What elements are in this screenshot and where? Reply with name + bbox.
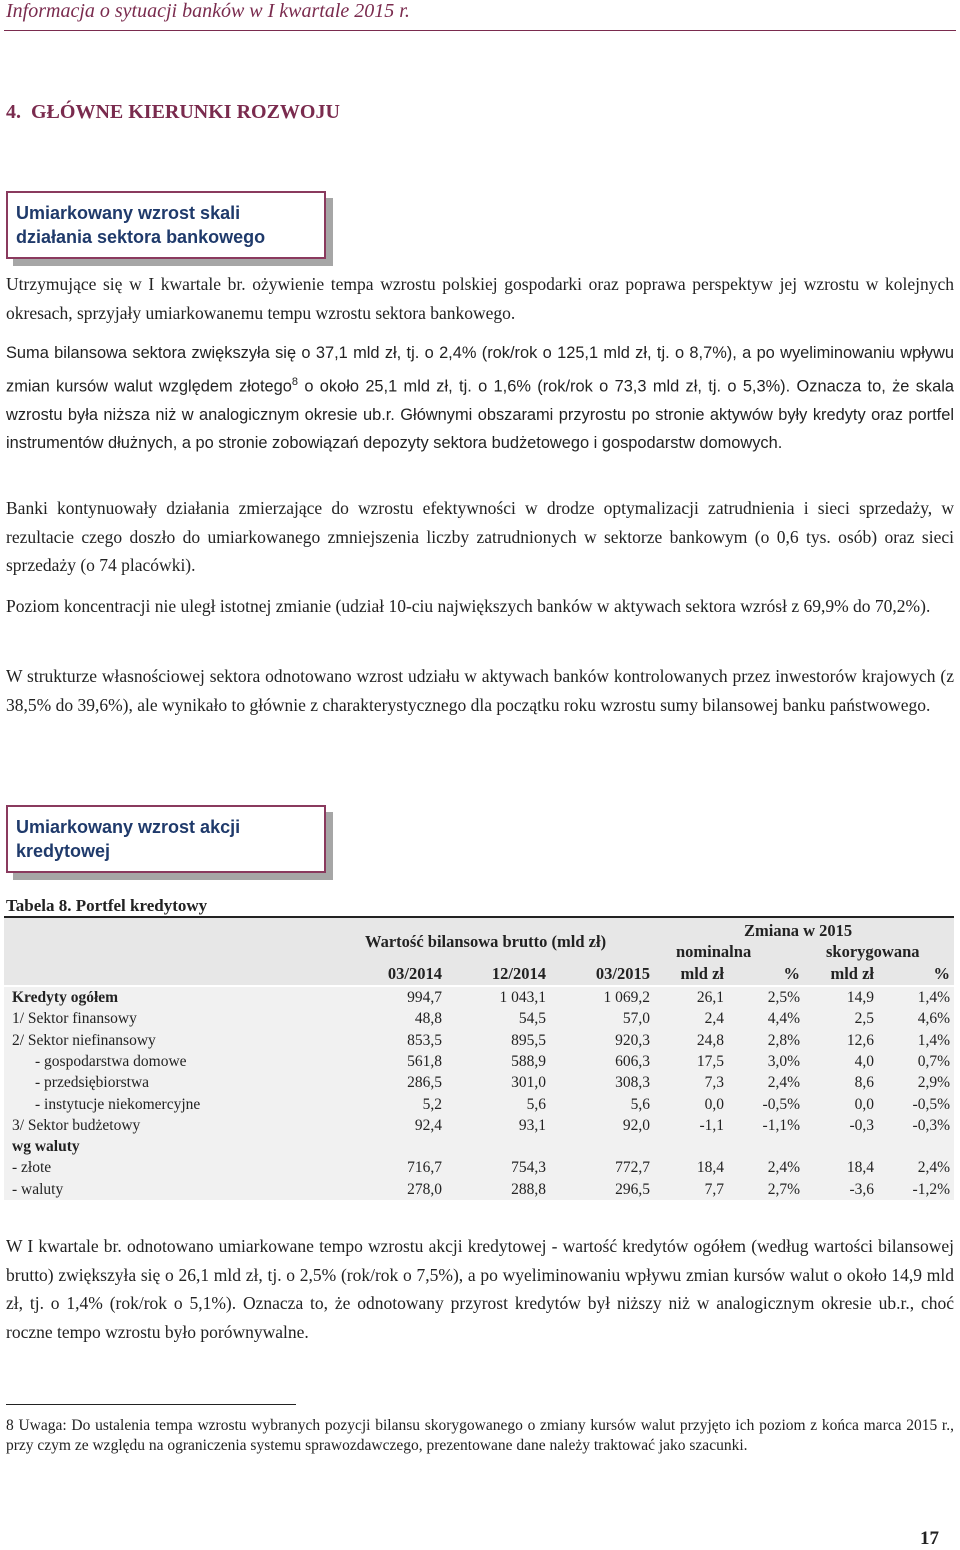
table-cell: 5,6 bbox=[526, 1095, 546, 1113]
table-row bbox=[0, 1138, 960, 1159]
table-col-header: 03/2015 bbox=[595, 964, 650, 983]
table-row bbox=[0, 989, 960, 1010]
table-cell: -3,6 bbox=[849, 1180, 874, 1198]
table-cell: 92,4 bbox=[414, 1116, 442, 1134]
table-row-label: 1/ Sektor finansowy bbox=[12, 1010, 137, 1028]
table-cell: 2,8% bbox=[767, 1031, 800, 1049]
paragraph-2-part-b: o około 25,1 mld zł, tj. o 1,6% (rok/rok o 73,3 mld zł, tj. o 5,3%). Oznacza to, że skala wzrostu była niższa niż w analogicznym okresie ub.r. Głównymi obszarami przyrostu po stronie aktywów były kredyty oraz portfel instrumentów dłużnych, a po stronie zobowiązań depozyty sektora budżetowego i gospodarstw domowych. bbox=[6, 377, 955, 453]
table-cell: 0,0 bbox=[854, 1095, 874, 1113]
table-cell: 54,5 bbox=[518, 1010, 546, 1028]
table-cell: 17,5 bbox=[696, 1052, 724, 1070]
table-cell: 2,7% bbox=[767, 1180, 800, 1198]
table-row bbox=[0, 1181, 960, 1202]
table-cell: 716,7 bbox=[407, 1159, 442, 1177]
section-title: 4. GŁÓWNE KIERUNKI ROZWOJU bbox=[6, 101, 340, 123]
table-row-label: - złote bbox=[12, 1159, 52, 1177]
table-cell: 588,9 bbox=[511, 1052, 546, 1070]
table-col-header: mld zł bbox=[680, 964, 724, 983]
table-sub-adjusted: skorygowana bbox=[826, 942, 920, 961]
table-cell: 301,0 bbox=[511, 1074, 546, 1092]
footnote-mark: 8 bbox=[6, 1417, 14, 1434]
page-number: 17 bbox=[920, 1528, 939, 1549]
paragraph-1: Utrzymujące się w I kwartale br. ożywienie tempa wzrostu polskiej gospodarki oraz poprawa perspektyw jej wzrostu w kolejnych okresach, sprzyjały umiarkowanemu tempu wzrostu sektora bankowego. bbox=[6, 274, 954, 323]
sidebar-box-credit bbox=[6, 805, 326, 873]
table-cell: 57,0 bbox=[622, 1010, 650, 1028]
table-row-label: wg waluty bbox=[12, 1138, 80, 1156]
table-row-label: - gospodarstwa domowe bbox=[35, 1052, 187, 1070]
sidebar-box-credit-line2: kredytowej bbox=[16, 841, 111, 861]
table-cell: 2,4 bbox=[704, 1010, 724, 1028]
table-row bbox=[0, 1117, 960, 1138]
table-cell: 288,8 bbox=[511, 1180, 546, 1198]
table-cell: 14,9 bbox=[846, 989, 874, 1006]
paragraph-4: Poziom koncentracji nie uległ istotnej zmianie (udział 10-ciu największych banków w aktywach sektora wzrósł z 69,9% do 70,2%). bbox=[6, 596, 931, 616]
table-cell: 26,1 bbox=[696, 989, 724, 1006]
table-col-header: % bbox=[933, 964, 950, 983]
table-group-value: Wartość bilansowa brutto (mld zł) bbox=[365, 932, 607, 951]
table-cell: 1,4% bbox=[917, 1031, 950, 1049]
table-row bbox=[0, 1159, 960, 1180]
table-cell: -0,3% bbox=[912, 1116, 950, 1134]
sidebar-box-credit-line1: Umiarkowany wzrost akcji bbox=[16, 817, 241, 837]
table-cell: -1,1 bbox=[699, 1116, 724, 1134]
sidebar-box-scale bbox=[6, 191, 326, 259]
table-cell: 24,8 bbox=[696, 1031, 724, 1049]
table-cell: 0,0 bbox=[704, 1095, 724, 1113]
table-cell: 561,8 bbox=[407, 1052, 442, 1070]
table-cell: 308,3 bbox=[615, 1074, 650, 1092]
table-row-label: Kredyty ogółem bbox=[12, 989, 119, 1006]
paragraph-6: W I kwartale br. odnotowano umiarkowane tempo wzrostu akcji kredytowej - wartość kredytów ogółem (według wartości bilansowej brutto) zwiększyła się o 26,1 mld zł, tj. o 2,5% (rok/rok o 7,5%), a po wyeliminowaniu wpływu zmian kursów walut o około 14,9 mld zł, tj. o 1,4% (rok/rok o 5,1%). Oznacza to, że odnotowany przyrost kredytów był niższy niż w analogicznym okresie ub.r., choć roczne tempo wzrostu było porównywalne. bbox=[6, 1236, 954, 1342]
table-cell: 18,4 bbox=[696, 1159, 724, 1177]
table-row-label: - waluty bbox=[12, 1180, 64, 1198]
table-col-header: 03/2014 bbox=[387, 964, 442, 983]
table-cell: 4,4% bbox=[767, 1010, 800, 1028]
table-cell: 286,5 bbox=[407, 1074, 442, 1092]
table-cell: 7,3 bbox=[704, 1074, 724, 1092]
table-row bbox=[0, 1053, 960, 1074]
table-cell: 1 043,1 bbox=[499, 989, 546, 1006]
table-cell: -0,5% bbox=[762, 1095, 800, 1113]
table-cell: 754,3 bbox=[511, 1159, 546, 1177]
table-row bbox=[0, 1032, 960, 1053]
footnote-text: Uwaga: Do ustalenia tempa wzrostu wybranych pozycji bilansu skorygowanego o zmiany kursów walut przyjęto ich poziom z końca marca 2015 r., przy czym ze względu na ograniczenia systemu sprawozdawczego, prezentowane dane należy traktować jako szacunki. bbox=[6, 1417, 954, 1454]
table-cell: 895,5 bbox=[511, 1031, 546, 1049]
paragraph-2-part-a: Suma bilansowa sektora zwiększyła się o 37,1 mld zł, tj. o 2,4% (rok/rok o 125,1 mld zł, tj. o 8,7%), a po wyeliminowaniu wpływu zmian kursów walut względem złotego bbox=[6, 344, 954, 396]
table-cell: 278,0 bbox=[407, 1180, 442, 1198]
table-col-header: 12/2014 bbox=[491, 964, 546, 983]
table-cell: -1,1% bbox=[762, 1116, 800, 1134]
paragraph-2 bbox=[6, 339, 954, 458]
table-row bbox=[0, 1010, 960, 1031]
table-cell: 296,5 bbox=[615, 1180, 650, 1198]
table-row-label: - instytucje niekomercyjne bbox=[35, 1095, 201, 1113]
table-cell: -0,3 bbox=[849, 1116, 874, 1134]
paragraph-3: Banki kontynuowały działania zmierzające do wzrostu efektywności w drodze optymalizacji zatrudnienia i sieci sprzedaży, w rezultacie czego doszło do umiarkowanego zmniejszenia liczby zatrudnionych w sektorze bankowym (o 0,6 tys. osób) oraz sieci sprzedaży (o 74 placówki). bbox=[6, 498, 954, 576]
table-cell: 1,4% bbox=[917, 989, 950, 1006]
table-cell: 2,9% bbox=[917, 1074, 950, 1092]
sidebar-box-scale-line1: Umiarkowany wzrost skali bbox=[16, 203, 241, 223]
table-cell: 606,3 bbox=[615, 1052, 650, 1070]
table-cell: 7,7 bbox=[704, 1180, 724, 1198]
table-cell: 2,4% bbox=[767, 1074, 800, 1092]
sidebar-box-scale-line2: działania sektora bankowego bbox=[16, 227, 266, 247]
table-cell: -1,2% bbox=[912, 1180, 950, 1198]
table-cell: 3,0% bbox=[767, 1052, 800, 1070]
running-header: Informacja o sytuacji banków w I kwartale 2015 r. bbox=[6, 0, 410, 22]
table-cell: 920,3 bbox=[615, 1031, 650, 1049]
table-cell: 994,7 bbox=[407, 989, 442, 1006]
header-divider bbox=[4, 30, 956, 31]
table-cell: 5,2 bbox=[422, 1095, 442, 1113]
paragraph-5: W strukturze własnościowej sektora odnotowano wzrost udziału w aktywach banków kontrolowanych przez inwestorów krajowych (z 38,5% do 39,6%), ale wynikało to głównie z charakterystycznego dla początku roku wzrostu sumy bilansowej banku państwowego. bbox=[6, 666, 954, 715]
table-row-label: 2/ Sektor niefinansowy bbox=[12, 1031, 156, 1049]
table-caption: Tabela 8. Portfel kredytowy bbox=[6, 896, 208, 915]
table-cell: 5,6 bbox=[630, 1095, 650, 1113]
table-row bbox=[0, 1096, 960, 1117]
table-col-header: mld zł bbox=[830, 964, 874, 983]
table-row-label: 3/ Sektor budżetowy bbox=[12, 1116, 141, 1134]
table-cell: -0,5% bbox=[912, 1095, 950, 1113]
table-cell: 853,5 bbox=[407, 1031, 442, 1049]
table-cell: 2,5% bbox=[767, 989, 800, 1006]
footnote-ref[interactable]: 8 bbox=[291, 375, 299, 388]
table-cell: 2,4% bbox=[917, 1159, 950, 1177]
table-cell: 4,0 bbox=[854, 1052, 874, 1070]
table-cell: 1 069,2 bbox=[603, 989, 650, 1006]
table-group-change: Zmiana w 2015 bbox=[744, 921, 853, 940]
table-cell: 4,6% bbox=[917, 1010, 950, 1028]
table-cell: 92,0 bbox=[622, 1116, 650, 1134]
table-cell: 18,4 bbox=[846, 1159, 874, 1177]
table-cell: 8,6 bbox=[854, 1074, 874, 1092]
table-cell: 772,7 bbox=[615, 1159, 650, 1177]
table-sub-nominal: nominalna bbox=[676, 942, 752, 961]
table-cell: 0,7% bbox=[917, 1052, 950, 1070]
footnote bbox=[6, 1416, 954, 1456]
table-col-header: % bbox=[783, 964, 800, 983]
footnote-rule bbox=[6, 1404, 296, 1405]
table-row bbox=[0, 1074, 960, 1095]
table-cell: 2,5 bbox=[854, 1010, 874, 1028]
table-cell: 93,1 bbox=[518, 1116, 546, 1134]
table-row-label: - przedsiębiorstwa bbox=[35, 1074, 150, 1092]
table-cell: 12,6 bbox=[846, 1031, 874, 1049]
table-cell: 48,8 bbox=[414, 1010, 442, 1028]
table-cell: 2,4% bbox=[767, 1159, 800, 1177]
